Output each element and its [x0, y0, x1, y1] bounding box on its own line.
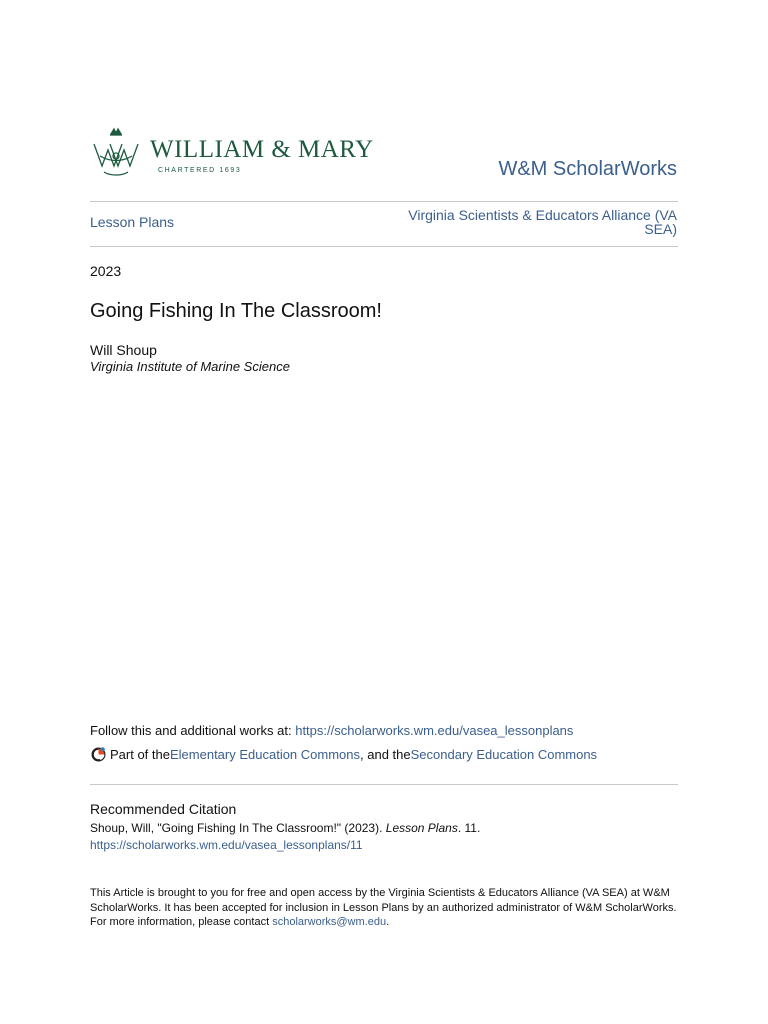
collection-url-link[interactable]: https://scholarworks.wm.edu/vasea_lessonplans — [295, 723, 574, 738]
access-notice — [90, 886, 680, 930]
elementary-education-commons-link[interactable]: Elementary Education Commons — [169, 747, 361, 762]
citation-series: Lesson Plans — [385, 821, 458, 835]
part-of-line — [90, 746, 597, 763]
william-and-mary-crest-icon — [90, 126, 142, 180]
divider — [90, 201, 678, 202]
notice-text: This Article is brought to you for free and open access by the Virginia Scientists & Educators Alliance (VA SEA) at W&M ScholarWorks. It has been accepted for inclusion in Lesson Plans by an authorized administrator of W&M ScholarWorks. For more information, please contact — [90, 887, 677, 928]
citation-text — [90, 821, 480, 835]
citation-prefix: Shoup, Will, "Going Fishing In The Classroom!" (2023). — [90, 821, 386, 835]
divider — [90, 784, 678, 785]
divider — [90, 246, 678, 247]
series-link[interactable]: Lesson Plans — [90, 214, 175, 230]
contact-email-link[interactable]: scholarworks@wm.edu — [272, 916, 387, 928]
part-of-joiner: , and the — [360, 747, 411, 762]
follow-line — [90, 723, 573, 738]
notice-end: . — [386, 916, 390, 928]
author-name: Will Shoup — [90, 342, 157, 358]
follow-prefix: Follow this and additional works at: — [90, 723, 296, 738]
collection-link[interactable]: Virginia Scientists & Educators Alliance (VA SEA) — [408, 207, 677, 237]
citation-heading: Recommended Citation — [90, 801, 237, 817]
network-commons-icon — [90, 746, 107, 763]
author-affiliation: Virginia Institute of Marine Science — [90, 359, 290, 374]
publication-year: 2023 — [90, 263, 122, 279]
institution-tagline: CHARTERED 1693 — [158, 167, 242, 174]
repository-link[interactable]: W&M ScholarWorks — [498, 158, 677, 180]
secondary-education-commons-link[interactable]: Secondary Education Commons — [410, 747, 598, 762]
institution-logo — [90, 126, 374, 182]
article-title: Going Fishing In The Classroom! — [90, 300, 382, 322]
institution-name: WILLIAM & MARY — [150, 136, 374, 163]
citation-suffix: . 11. — [457, 821, 481, 835]
part-of-prefix: Part of the — [110, 747, 170, 762]
citation-url-link[interactable]: https://scholarworks.wm.edu/vasea_lessonplans/11 — [90, 838, 363, 852]
